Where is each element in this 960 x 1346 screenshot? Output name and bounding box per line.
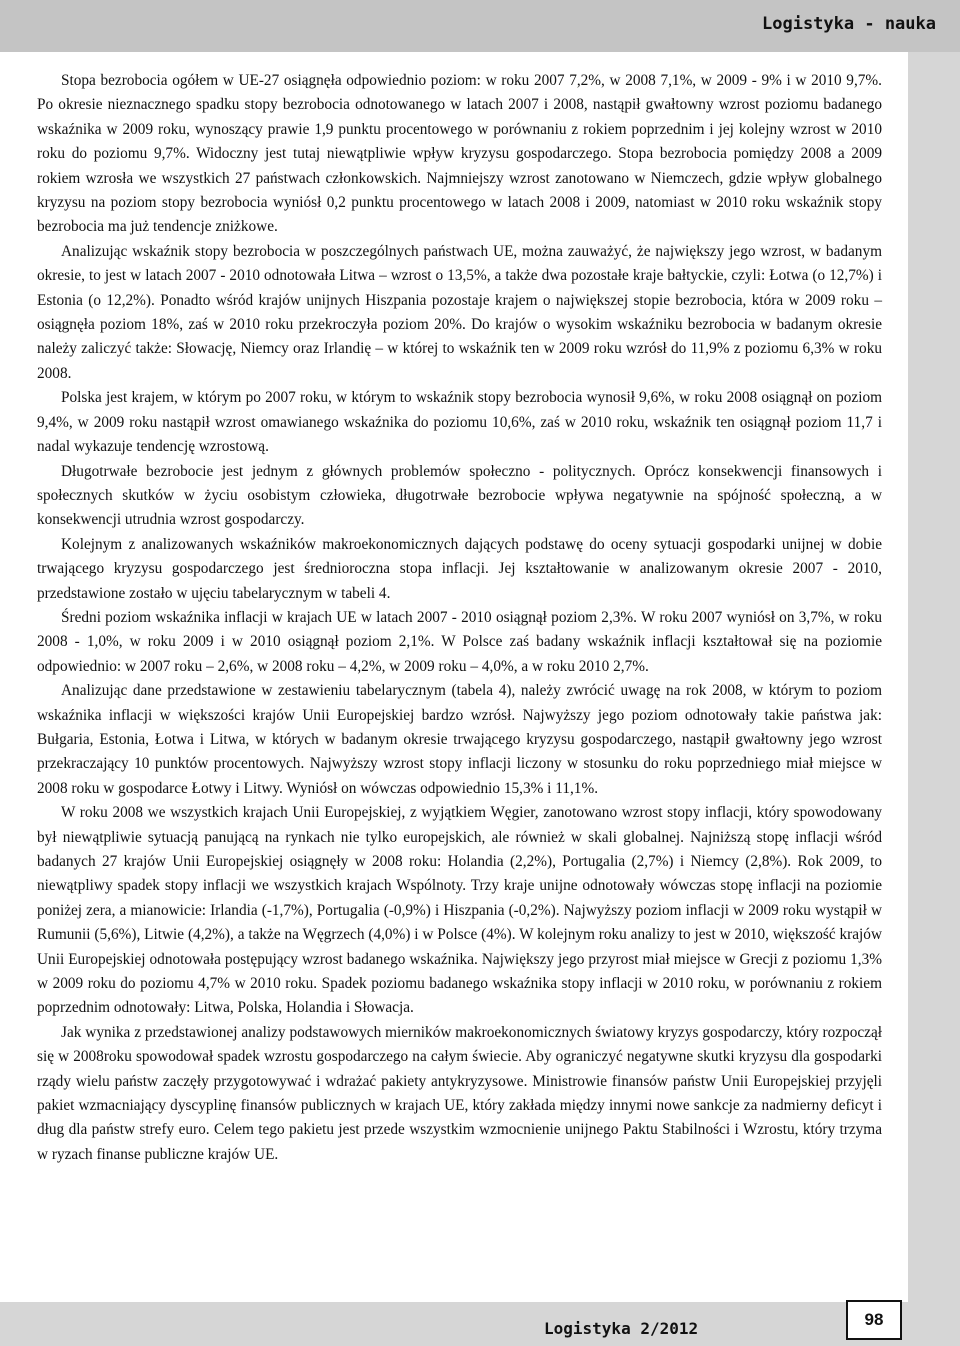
paragraph: Polska jest krajem, w którym po 2007 roku, w którym to wskaźnik stopy bezrobocia wynosił 9,6%, w roku 2008 osiągnął on poziom 9,4%, w 2009 roku nastąpił wzrost omawianego wskaźnika do poziomu 10,6%, zaś w 2010 roku, wskaźnik ten osiągnął poziom 11,7 i nadal wykazuje tendencję wzrostową.: [37, 389, 882, 456]
paragraph: Jak wynika z przedstawionej analizy podstawowych mierników makroekonomicznych światowy kryzys gospodarczy, który rozpoczął się w 2008roku spowodował spadek wzrostu gospodarczego na całym świecie. Aby ograniczyć negatywne skutki kryzysu dla gospodarki rządy wielu państw zaczęły przygotowywać i wdrażać pakiety antykryzysowe. Ministrowie finansów państw Unii Europejskiej przyjęli pakiet wzmacniający dyscyplinę finansów publicznych w krajach UE, który zakłada między innymi nowe sankcje za nadmierny deficyt i dług dla państw strefy euro. Celem tego pakietu jest przede wszystkim wzmocnienie unijnego Paktu Stabilności i Wzrostu, który trzyma w ryzach finanse publiczne krajów UE.: [37, 1023, 882, 1163]
page-number: 98: [864, 1310, 884, 1329]
header-bar: [0, 0, 960, 52]
paragraph: Stopa bezrobocia ogółem w UE-27 osiągnęła odpowiednio poziom: w roku 2007 7,2%, w 2008 7,1%, w 2009 - 9% i w 2010 9,7%. Po okresie nieznacznego spadku stopy bezrobocia odnotowanego w latach 2007 i 2008, nastąpił gwałtowny wzrost poziomu badanego wskaźnika w 2009 roku, wynoszący prawie 1,9 punktu procentowego w porównaniu z rokiem poprzednim i jej kolejny wzrost w 2010 roku do poziomu 9,7%. Widoczny jest tutaj niewątpliwie wpływ kryzysu gospodarczego. Stopa bezrobocia pomiędzy 2008 a 2009 rokiem wzrosła we wszystkich 27 państwach członkowskich. Najmniejszy wzrost zanotowano w Niemczech, gdzie wpływ globalnego kryzysu na poziom stopy bezrobocia wyniósł 0,2 punktu procentowego w latach 2008 i 2009, natomiast w 2010 roku wskaźnik stopy bezrobocia ma już tendencje zniżkowe.: [37, 72, 882, 236]
paragraph: Średni poziom wskaźnika inflacji w krajach UE w latach 2007 - 2010 osiągnął poziom 2,3%. W roku 2007 wyniósł on 3,7%, w roku 2008 - 1,0%, w roku 2009 i w 2010 osiągnął poziom 2,1%. W Polsce zaś badany wskaźnik inflacji kształtował się na poziomie odpowiednio: w 2007 roku – 2,6%, w 2008 roku – 4,2%, w 2009 roku – 4,0%, a w roku 2010 2,7%.: [37, 608, 882, 675]
paragraph: Analizując dane przedstawione w zestawieniu tabelarycznym (tabela 4), należy zwrócić uwagę na rok 2008, w którym to poziom wskaźnika inflacji w większości krajów Unii Europejskiej bardzo wzrósł. Najwyższy jego poziom odnotowały takie państwa jak: Bułgaria, Estonia, Łotwa i Litwa, w których w badanym okresie trwającego kryzysu gospodarczego, nastąpił gwałtowny jego wzrost przekraczający 10 punktów procentowych. Najwyższy wzrost stopy inflacji liczony w stosunku do roku poprzedniego miał miejsce w 2008 roku w gospodarce Łotwy i Litwy. Wyniósł on wówczas odpowiednio 15,3% i 11,1%.: [37, 682, 882, 797]
paragraph: Analizując wskaźnik stopy bezrobocia w poszczególnych państwach UE, można zauważyć, że największy jego wzrost, w badanym okresie, to jest w latach 2007 - 2010 odnotowała Litwa – wzrost o 13,5%, a także dwa pozostałe kraje bałtyckie, czyli: Łotwa (o 12,7%) i Estonia (o 12,2%). Ponadto wśród krajów unijnych Hiszpania pozostaje krajem o największej stopie bezrobocia, która w 2009 roku – osiągnęła poziom 18%, zaś w 2010 roku przekroczyła poziom 20%. Do krajów o wysokim wskaźniku bezrobocia w badanym okresie należy zaliczyć także: Słowację, Niemcy oraz Irlandię – w której to wskaźnik ten w 2009 roku wzrósł do 11,9% z poziomu 6,3% w roku 2008.: [37, 242, 882, 382]
article-body: [37, 69, 882, 1167]
page-sheet: [0, 52, 908, 1302]
page-number-box: [846, 1300, 902, 1340]
journal-issue: Logistyka 2/2012: [544, 1319, 699, 1338]
paragraph: Kolejnym z analizowanych wskaźników makroekonomicznych dających podstawę do oceny sytuacji gospodarki unijnej w dobie trwającego kryzysu gospodarczego jest średnioroczna stopa inflacji. Jej kształtowanie w analizowanym okresie 2007 - 2010, przedstawione zostało w ujęciu tabelarycznym w tabeli 4.: [37, 535, 882, 602]
section-title: Logistyka - nauka: [762, 14, 936, 34]
paragraph: W roku 2008 we wszystkich krajach Unii Europejskiej, z wyjątkiem Węgier, zanotowano wzrost stopy inflacji, który spowodowany był niewątpliwie sytuacją panującą na rynkach nie tylko europejskich, ale również w skali globalnej. Najniższą stopę inflacji wśród badanych 27 krajów Unii Europejskiej osiągnęły w 2008 roku: Holandia (2,2%), Portugalia (2,7%) i Niemcy (2,8%). Rok 2009, to niewątpliwy spadek stopy inflacji we wszystkich krajach Wspólnoty. Trzy kraje unijne odnotowały wówczas stopę inflacji na poziomie poniżej zera, a mianowicie: Irlandia (-1,7%), Portugalia (-0,9%) i Hiszpania (-0,2%). Najwyższy poziom inflacji w 2009 roku wystąpił w Rumunii (5,6%), Litwie (4,2%), a także na Węgrzech (4,0%) i w Polsce (4%). W kolejnym roku analizy to jest w 2010, większość krajów Unii Europejskiej odnotowała postępujący wzrost badanego wskaźnika. Największy jego przyrost miał miejsce w Grecji z poziomu 1,3% w 2009 roku do poziomu 4,7% w 2010 roku. Spadek poziomu badanego wskaźnika stopy inflacji w 2010 roku, w porównaniu z rokiem poprzednim odnotowały: Litwa, Polska, Holandia i Słowacja.: [37, 804, 882, 1017]
footer-bar: [0, 1302, 960, 1346]
paragraph: Długotrwałe bezrobocie jest jednym z głównych problemów społeczno - politycznych. Oprócz konsekwencji finansowych i społecznych skutków w życiu osobistym człowieka, długotrwałe bezrobocie wpływa negatywnie na spójność społeczną, a w konsekwencji utrudnia wzrost gospodarczy.: [37, 462, 882, 529]
